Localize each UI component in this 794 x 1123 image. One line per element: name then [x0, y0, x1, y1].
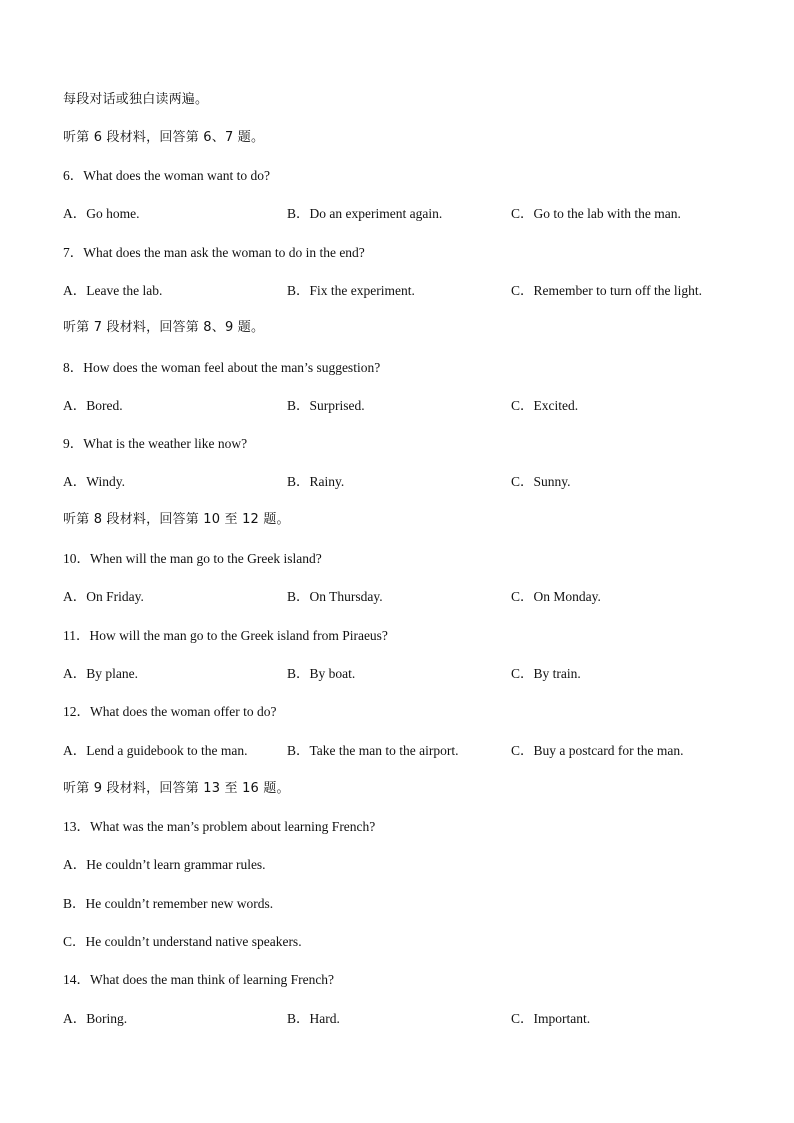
option-a: A．On Friday. — [63, 589, 144, 604]
options-7 — [63, 283, 743, 299]
question-9: 9．What is the weather like now? — [63, 436, 248, 451]
option-a: A．Leave the lab. — [63, 283, 163, 298]
options-12 — [63, 743, 743, 759]
options-14 — [63, 1011, 743, 1027]
section-heading-8: 听第 8 段材料，回答第 10 至 12 题。 — [63, 512, 290, 527]
question-13: 13．What was the man’s problem about learning French? — [63, 819, 376, 834]
option-c: C．On Monday. — [511, 589, 601, 604]
question-13-option-c: C．He couldn’t understand native speakers. — [63, 934, 302, 949]
intro-instruction: 每段对话或独白读两遍。 — [63, 92, 209, 107]
question-10: 10．When will the man go to the Greek island? — [63, 551, 322, 566]
options-8 — [63, 398, 743, 414]
section-heading-7: 听第 7 段材料，回答第 8、9 题。 — [63, 320, 265, 335]
option-a: A．Bored. — [63, 398, 123, 413]
options-9 — [63, 474, 743, 490]
option-a: A．Lend a guidebook to the man. — [63, 743, 248, 758]
options-6 — [63, 206, 743, 222]
question-6: 6．What does the woman want to do? — [63, 168, 270, 183]
option-a: A．Windy. — [63, 474, 125, 489]
option-a: A．Go home. — [63, 206, 140, 221]
option-b: B．Hard. — [287, 1011, 340, 1026]
option-c: C．Remember to turn off the light. — [511, 283, 702, 298]
option-c: C．By train. — [511, 666, 581, 681]
option-a: A．By plane. — [63, 666, 138, 681]
options-10 — [63, 589, 743, 605]
option-b: B．Do an experiment again. — [287, 206, 443, 221]
option-c: C．Excited. — [511, 398, 579, 413]
option-c: C．Go to the lab with the man. — [511, 206, 681, 221]
question-14: 14．What does the man think of learning French? — [63, 972, 335, 987]
option-c: C．Important. — [511, 1011, 591, 1026]
section-heading-6: 听第 6 段材料，回答第 6、7 题。 — [63, 130, 265, 145]
option-b: B．Surprised. — [287, 398, 365, 413]
question-8: 8．How does the woman feel about the man’s suggestion? — [63, 360, 381, 375]
question-11: 11．How will the man go to the Greek island from Piraeus? — [63, 628, 388, 643]
option-b: B．Fix the experiment. — [287, 283, 415, 298]
option-c: C．Sunny. — [511, 474, 571, 489]
option-b: B．By boat. — [287, 666, 356, 681]
option-a: A．Boring. — [63, 1011, 128, 1026]
option-c: C．Buy a postcard for the man. — [511, 743, 684, 758]
option-b: B．Rainy. — [287, 474, 345, 489]
question-13-option-a: A．He couldn’t learn grammar rules. — [63, 857, 266, 872]
option-b: B．On Thursday. — [287, 589, 383, 604]
options-11 — [63, 666, 743, 682]
question-7: 7．What does the man ask the woman to do in the end? — [63, 245, 365, 260]
option-b: B．Take the man to the airport. — [287, 743, 459, 758]
question-12: 12．What does the woman offer to do? — [63, 704, 277, 719]
section-heading-9: 听第 9 段材料，回答第 13 至 16 题。 — [63, 781, 290, 796]
question-13-option-b: B．He couldn’t remember new words. — [63, 896, 274, 911]
